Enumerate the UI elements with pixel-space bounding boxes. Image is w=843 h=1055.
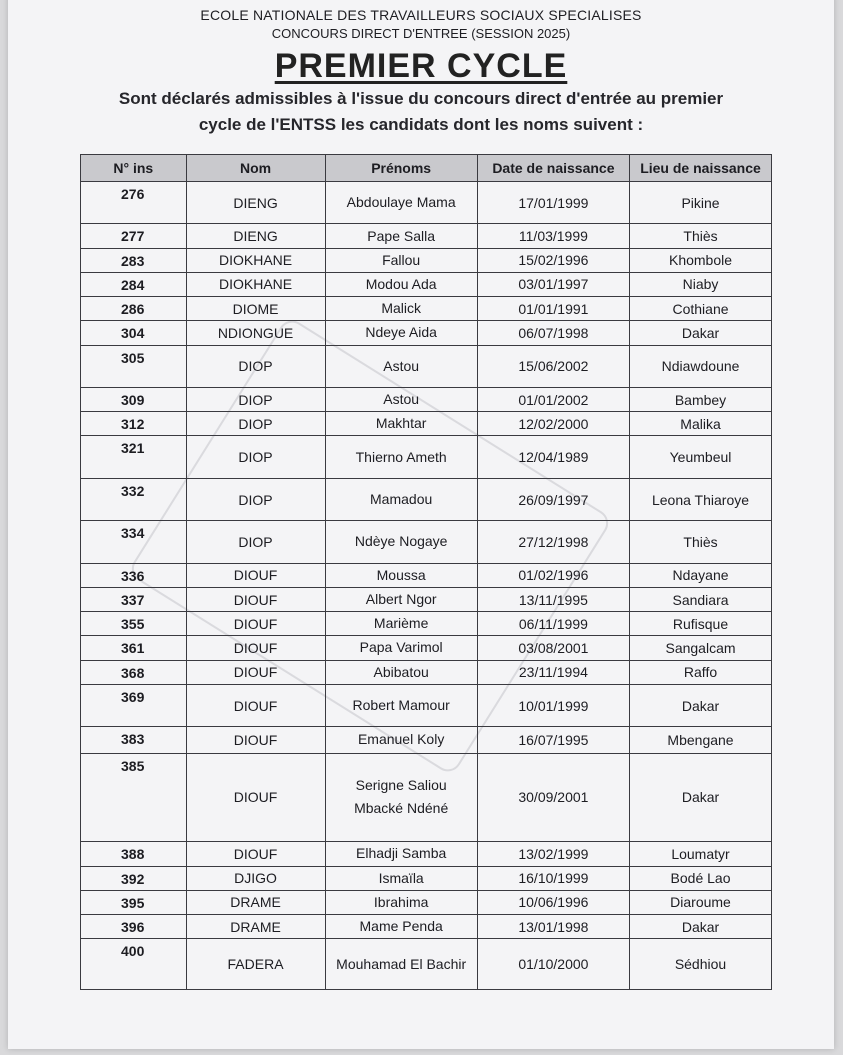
exam-name: CONCOURS DIRECT D'ENTREE (SESSION 2025) [271, 26, 571, 41]
cell-date: 23/11/1994 [477, 660, 629, 684]
table-row [81, 587, 772, 611]
cell-lieu: Bambey [630, 387, 772, 411]
table-row [81, 182, 772, 224]
cell-prenoms: Modou Ada [325, 272, 477, 296]
table-row [81, 224, 772, 248]
cell-num: 368 [81, 660, 187, 684]
table-row [81, 753, 772, 842]
cell-lieu: Dakar [630, 753, 772, 842]
cell-nom: DIOP [186, 478, 325, 520]
cell-date: 01/02/1996 [477, 563, 629, 587]
cell-date: 16/10/1999 [477, 866, 629, 890]
cell-nom: DIOUF [186, 563, 325, 587]
cell-prenoms: Serigne Saliou Mbacké Ndéné [325, 753, 477, 842]
cell-prenoms: Elhadji Samba [325, 842, 477, 866]
cell-nom: DRAME [186, 915, 325, 939]
cell-date: 01/10/2000 [477, 939, 629, 990]
cell-date: 16/07/1995 [477, 727, 629, 753]
cell-num: 355 [81, 612, 187, 636]
table-row [81, 939, 772, 990]
cell-date: 13/01/1998 [477, 915, 629, 939]
cell-lieu: Mbengane [630, 727, 772, 753]
cell-nom: DJIGO [186, 866, 325, 890]
cell-lieu: Loumatyr [630, 842, 772, 866]
table-row [81, 297, 772, 321]
cell-date: 10/06/1996 [477, 890, 629, 914]
cell-nom: DIOUF [186, 587, 325, 611]
cell-prenoms: Astou [325, 345, 477, 387]
cell-num: 304 [81, 321, 187, 345]
cell-prenoms: Malick [325, 297, 477, 321]
cell-prenoms: Fallou [325, 248, 477, 272]
column-header-nom: Nom [186, 155, 325, 182]
cell-prenoms: Abibatou [325, 660, 477, 684]
column-header-prenoms: Prénoms [325, 155, 477, 182]
cell-prenoms: Ndeye Aida [325, 321, 477, 345]
table-row [81, 890, 772, 914]
cell-date: 03/01/1997 [477, 272, 629, 296]
admissibles-table [80, 154, 772, 990]
table-row [81, 660, 772, 684]
cell-lieu: Dakar [630, 321, 772, 345]
cell-date: 11/03/1999 [477, 224, 629, 248]
intro-paragraph [8, 86, 834, 138]
cell-lieu: Dakar [630, 684, 772, 726]
table-row [81, 436, 772, 478]
table-row [81, 727, 772, 753]
cell-num: 400 [81, 939, 187, 990]
cell-nom: DIOUF [186, 727, 325, 753]
cell-prenoms: Pape Salla [325, 224, 477, 248]
intro-line-1: Sont déclarés admissibles à l'issue du concours direct d'entrée au premier [118, 89, 724, 108]
cell-date: 01/01/1991 [477, 297, 629, 321]
table-row [81, 345, 772, 387]
cell-lieu: Sandiara [630, 587, 772, 611]
cell-nom: DIOP [186, 412, 325, 436]
cell-prenoms: Marième [325, 612, 477, 636]
cell-nom: DIOP [186, 387, 325, 411]
table-row [81, 866, 772, 890]
column-header-num: N° ins [81, 155, 187, 182]
cell-prenoms: Mamadou [325, 478, 477, 520]
cell-num: 284 [81, 272, 187, 296]
table-row [81, 915, 772, 939]
cell-date: 01/01/2002 [477, 387, 629, 411]
cell-num: 385 [81, 753, 187, 842]
cell-nom: DIOUF [186, 636, 325, 660]
document-page [8, 0, 834, 1049]
cell-lieu: Ndiawdoune [630, 345, 772, 387]
cell-date: 06/07/1998 [477, 321, 629, 345]
cell-date: 30/09/2001 [477, 753, 629, 842]
table-row [81, 563, 772, 587]
cell-nom: DIOUF [186, 684, 325, 726]
cell-lieu: Bodé Lao [630, 866, 772, 890]
cell-num: 321 [81, 436, 187, 478]
cell-date: 15/06/2002 [477, 345, 629, 387]
cell-lieu: Malika [630, 412, 772, 436]
cell-num: 392 [81, 866, 187, 890]
cell-num: 312 [81, 412, 187, 436]
cell-prenoms: Moussa [325, 563, 477, 587]
cell-lieu: Pikine [630, 182, 772, 224]
table-row [81, 321, 772, 345]
column-header-date: Date de naissance [477, 155, 629, 182]
column-header-lieu: Lieu de naissance [630, 155, 772, 182]
cell-num: 276 [81, 182, 187, 224]
cell-lieu: Cothiane [630, 297, 772, 321]
cell-num: 336 [81, 563, 187, 587]
cell-lieu: Leona Thiaroye [630, 478, 772, 520]
cell-num: 388 [81, 842, 187, 866]
cell-date: 27/12/1998 [477, 521, 629, 563]
table-row [81, 842, 772, 866]
cell-num: 305 [81, 345, 187, 387]
cell-prenoms: Ndèye Nogaye [325, 521, 477, 563]
cell-prenoms: Mouhamad El Bachir [325, 939, 477, 990]
cell-num: 395 [81, 890, 187, 914]
cell-lieu: Ndayane [630, 563, 772, 587]
cell-lieu: Diaroume [630, 890, 772, 914]
cell-date: 13/02/1999 [477, 842, 629, 866]
cell-nom: DIOKHANE [186, 248, 325, 272]
cell-nom: DIOUF [186, 612, 325, 636]
table-row [81, 636, 772, 660]
table-row [81, 412, 772, 436]
cell-nom: NDIONGUE [186, 321, 325, 345]
cell-num: 337 [81, 587, 187, 611]
cell-date: 26/09/1997 [477, 478, 629, 520]
cell-num: 283 [81, 248, 187, 272]
cell-prenoms: Ismaïla [325, 866, 477, 890]
cell-lieu: Sédhiou [630, 939, 772, 990]
cell-num: 309 [81, 387, 187, 411]
cell-prenoms: Albert Ngor [325, 587, 477, 611]
table-row [81, 387, 772, 411]
cell-nom: DIOKHANE [186, 272, 325, 296]
cell-nom: DIOUF [186, 753, 325, 842]
cell-date: 12/04/1989 [477, 436, 629, 478]
cell-prenoms: Mame Penda [325, 915, 477, 939]
cell-prenoms: Robert Mamour [325, 684, 477, 726]
cell-num: 396 [81, 915, 187, 939]
table-row [81, 521, 772, 563]
cell-num: 334 [81, 521, 187, 563]
document-header [8, 0, 834, 86]
cell-prenoms: Abdoulaye Mama [325, 182, 477, 224]
cell-lieu: Thiès [630, 521, 772, 563]
school-name: ECOLE NATIONALE DES TRAVAILLEURS SOCIAUX SPECIALISES [200, 7, 642, 23]
cell-nom: DIENG [186, 224, 325, 248]
cell-nom: DIOP [186, 521, 325, 563]
cell-nom: DIOUF [186, 660, 325, 684]
table-row [81, 248, 772, 272]
cell-lieu: Niaby [630, 272, 772, 296]
cell-lieu: Rufisque [630, 612, 772, 636]
cell-lieu: Khombole [630, 248, 772, 272]
cell-lieu: Thiès [630, 224, 772, 248]
cell-date: 03/08/2001 [477, 636, 629, 660]
cell-lieu: Dakar [630, 915, 772, 939]
cell-nom: DIOP [186, 345, 325, 387]
table-row [81, 272, 772, 296]
table-body [81, 182, 772, 990]
cell-prenoms: Makhtar [325, 412, 477, 436]
cell-prenoms: Emanuel Koly [325, 727, 477, 753]
cell-num: 277 [81, 224, 187, 248]
table-header-row [81, 155, 772, 182]
table-row [81, 612, 772, 636]
cell-date: 15/02/1996 [477, 248, 629, 272]
cell-num: 383 [81, 727, 187, 753]
table-row [81, 478, 772, 520]
cell-date: 12/02/2000 [477, 412, 629, 436]
cell-lieu: Sangalcam [630, 636, 772, 660]
cell-prenoms: Astou [325, 387, 477, 411]
cell-nom: FADERA [186, 939, 325, 990]
cell-date: 10/01/1999 [477, 684, 629, 726]
cell-nom: DIOME [186, 297, 325, 321]
cell-lieu: Yeumbeul [630, 436, 772, 478]
cell-nom: DIOP [186, 436, 325, 478]
cell-num: 369 [81, 684, 187, 726]
cell-prenoms: Papa Varimol [325, 636, 477, 660]
cell-nom: DRAME [186, 890, 325, 914]
cell-nom: DIOUF [186, 842, 325, 866]
intro-line-2: cycle de l'ENTSS les candidats dont les noms suivent : [198, 115, 644, 134]
cell-num: 361 [81, 636, 187, 660]
cell-date: 13/11/1995 [477, 587, 629, 611]
cell-prenoms: Ibrahima [325, 890, 477, 914]
table-row [81, 684, 772, 726]
cell-nom: DIENG [186, 182, 325, 224]
cell-date: 17/01/1999 [477, 182, 629, 224]
cell-num: 286 [81, 297, 187, 321]
cell-lieu: Raffo [630, 660, 772, 684]
cell-date: 06/11/1999 [477, 612, 629, 636]
page-title: PREMIER CYCLE [274, 47, 568, 85]
cell-num: 332 [81, 478, 187, 520]
cell-prenoms: Thierno Ameth [325, 436, 477, 478]
